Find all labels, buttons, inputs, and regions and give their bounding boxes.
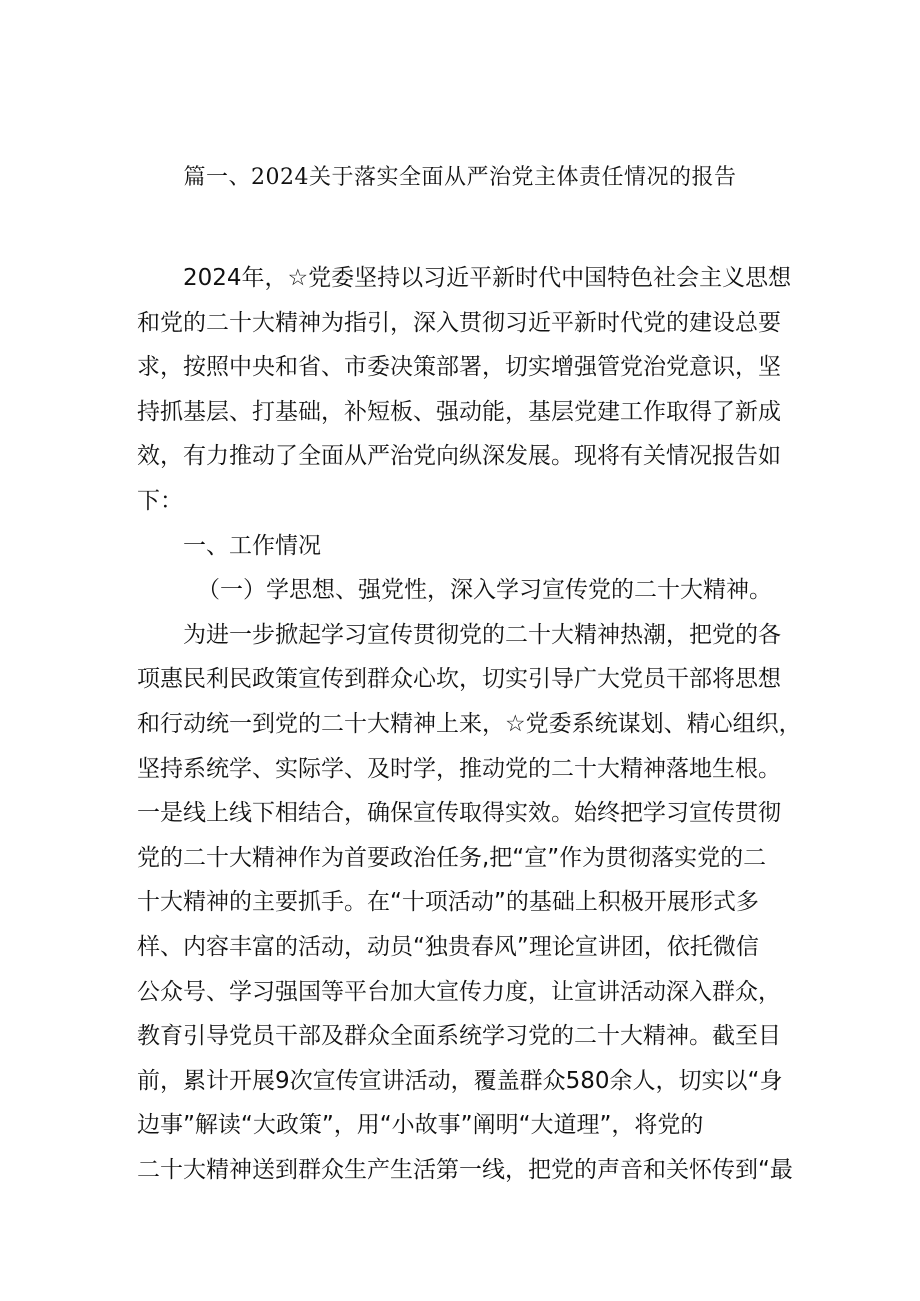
paragraph-line: 一是线上线下相结合，确保宣传取得实效。始终把学习宣传贯彻 bbox=[137, 800, 781, 827]
paragraph-line: 下： bbox=[137, 487, 183, 514]
subsection-heading: （一）学思想、强党性，深入学习宣传党的二十大精神。 bbox=[197, 577, 772, 604]
paragraph-line: 教育引导党员干部及群众全面系统学习党的二十大精神。截至目 bbox=[137, 1023, 781, 1050]
paragraph-line: 为进一步掀起学习宣传贯彻党的二十大精神热潮，把党的各 bbox=[183, 621, 781, 648]
paragraph-line: 前，累计开展9次宣传宣讲活动，覆盖群众580余人，切实以“身 bbox=[137, 1067, 783, 1094]
paragraph-line: 和党的二十大精神为指引，深入贯彻习近平新时代党的建设总要 bbox=[137, 309, 781, 336]
paragraph-line: 十大精神的主要抓手。在“十项活动”的基础上积极开展形式多 bbox=[137, 889, 759, 916]
section-heading: 一、工作情况 bbox=[183, 532, 321, 559]
paragraph-line: 样、内容丰富的活动，动员“独贵春风”理论宣讲团，依托微信 bbox=[137, 933, 759, 960]
paragraph-line: 效，有力推动了全面从严治党向纵深发展。现将有关情况报告如 bbox=[137, 443, 781, 470]
document-body bbox=[137, 256, 802, 1192]
document-title: 篇一、2024关于落实全面从严治党主体责任情况的报告 bbox=[183, 165, 737, 190]
paragraph-line: 和行动统一到党的二十大精神上来，☆党委系统谋划、精心组织， bbox=[137, 710, 802, 737]
paragraph-line: 持抓基层、打基础，补短板、强动能，基层党建工作取得了新成 bbox=[137, 398, 781, 425]
paragraph-line: 项惠民利民政策宣传到群众心坎，切实引导广大党员干部将思想 bbox=[137, 666, 781, 693]
paragraph-line: 党的二十大精神作为首要政治任务,把“宣”作为贯彻落实党的二 bbox=[137, 844, 767, 871]
paragraph-line: 公众号、学习强国等平台加大宣传力度，让宣讲活动深入群众， bbox=[137, 978, 781, 1005]
paragraph-line: 坚持系统学、实际学、及时学，推动党的二十大精神落地生根。 bbox=[137, 755, 781, 782]
paragraph-line: 边事”解读“大政策”，用“小故事”阐明“大道理”，将党的 bbox=[137, 1112, 704, 1139]
paragraph-line: 求，按照中央和省、市委决策部署，切实增强管党治党意识，坚 bbox=[137, 354, 781, 381]
paragraph-line: 二十大精神送到群众生产生活第一线，把党的声音和关怀传到“最 bbox=[137, 1156, 793, 1183]
paragraph-line: 2024年，☆党委坚持以习近平新时代中国特色社会主义思想 bbox=[183, 265, 792, 291]
